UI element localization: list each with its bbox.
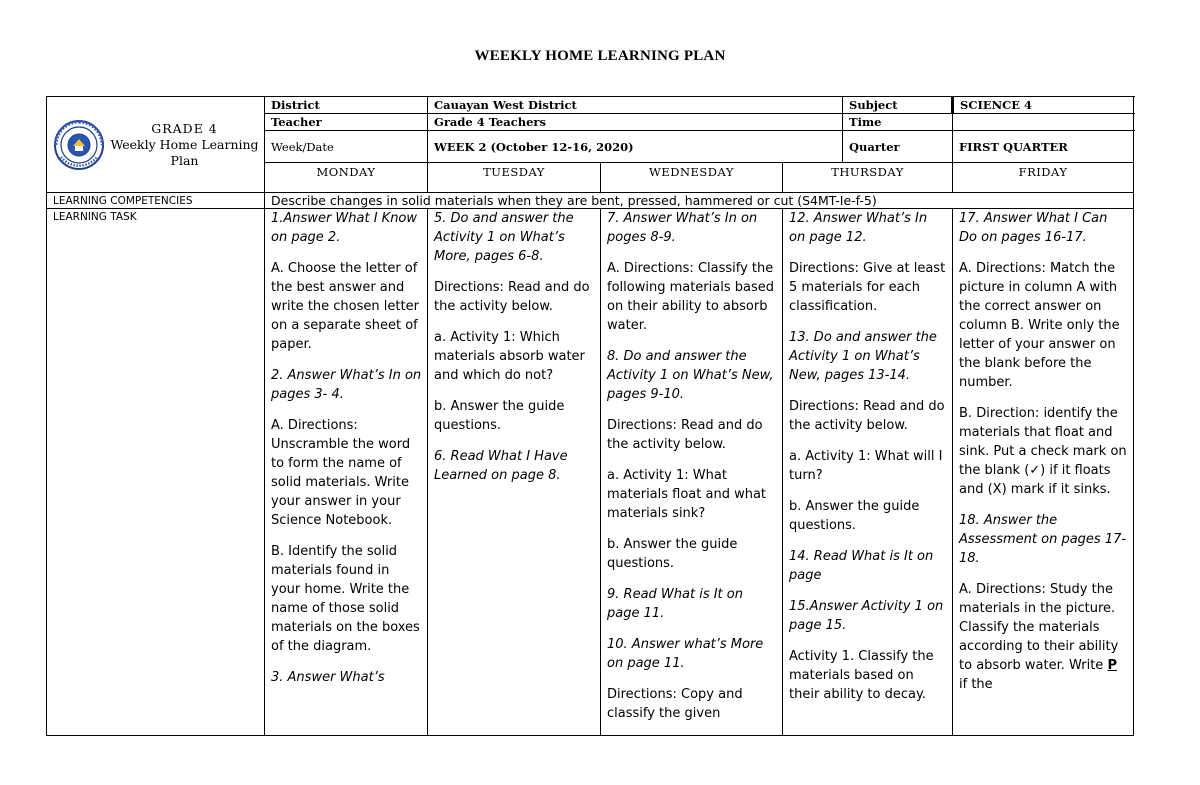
grade-label: GRADE 4 [151,120,218,136]
task-item: Directions: Give at least 5 materials for each classification. [789,261,946,314]
task-item: 3. Answer What’s [271,670,385,685]
task-item: b. Answer the guide questions. [434,399,565,433]
underlined-letter: P [1107,658,1117,673]
subject-label: Subject [843,97,953,114]
task-item: Directions: Read and do the activity below. [789,399,945,433]
task-item: 8. Do and answer the Activity 1 on What’s New, pages 9-10. [607,349,774,402]
task-item: 10. Answer what’s More on page 11. [607,637,764,671]
task-item: 5. Do and answer the Activity 1 on What’s More, pages 6-8. [434,211,574,264]
school-header-cell [47,97,265,193]
task-item: 6. Read What I Have Learned on page 8. [434,449,568,483]
deped-seal-icon [53,119,105,171]
task-text: if the [959,677,993,692]
wednesday-tasks [601,209,783,736]
task-item: A. Directions: Match the picture in column A with the correct answer on column B. Write only the letter of your answer on the blank before the number. [959,261,1120,390]
district-value: Cauayan West District [428,97,843,114]
task-item: b. Answer the guide questions. [607,537,738,571]
day-header-friday: FRIDAY [953,163,1134,193]
task-item: 14. Read What is It on page [789,549,934,583]
time-value [953,114,1134,131]
task-item [959,580,1128,694]
task-item: Directions: Copy and classify the given [607,687,743,721]
task-item: 2. Answer What’s In on pages 3- 4. [271,368,422,402]
district-label: District [265,97,428,114]
learning-plan-table [46,96,1134,736]
task-item: 15.Answer Activity 1 on page 15. [789,599,944,633]
competency-label: LEARNING COMPETENCIES [47,193,265,209]
task-item: a. Activity 1: Which materials absorb water and which do not? [434,330,585,383]
task-item: 9. Read What is It on page 11. [607,587,743,621]
week-value: WEEK 2 (October 12-16, 2020) [428,131,843,163]
page-title: WEEKLY HOME LEARNING PLAN [474,48,726,64]
teacher-value: Grade 4 Teachers [428,114,843,131]
task-text: A. Directions: Study the materials in the picture. Classify the materials according to their ability to absorb water. Write [959,582,1119,673]
task-item: Directions: Read and do the activity below. [434,280,590,314]
task-label: LEARNING TASK [47,209,265,736]
plan-label-line1: Weekly Home Learning [110,136,259,152]
day-header-tuesday: TUESDAY [428,163,601,193]
task-item: 7. Answer What’s In on poges 8-9. [607,211,758,245]
day-header-monday: MONDAY [265,163,428,193]
task-item: 12. Answer What’s In on page 12. [789,211,928,245]
task-item: a. Activity 1: What materials float and what materials sink? [607,468,767,521]
task-item: A. Choose the letter of the best answer and write the chosen letter on a separate sheet of paper. [271,261,419,352]
task-item: B. Direction: identify the materials that float and sink. Put a check mark on the blank (✓) if it floats and (X) mark if it sinks. [959,406,1127,497]
week-label: Week/Date [265,131,428,163]
quarter-value: FIRST QUARTER [953,131,1134,163]
task-item: 13. Do and answer the Activity 1 on What’s New, pages 13-14. [789,330,937,383]
teacher-label: Teacher [265,114,428,131]
task-item: 1.Answer What I Know on page 2. [271,211,418,245]
task-item: 18. Answer the Assessment on pages 17-18. [959,513,1127,566]
task-item: A. Directions: Unscramble the word to form the name of solid materials. Write your answer in your Science Notebook. [271,418,411,528]
monday-tasks [265,209,428,736]
task-item: 17. Answer What I Can Do on pages 16-17. [959,211,1108,245]
task-item: A. Directions: Classify the following materials based on their ability to absorb water. [607,261,774,333]
task-item: Directions: Read and do the activity below. [607,418,763,452]
task-item: B. Identify the solid materials found in your home. Write the name of those solid materials on the boxes of the diagram. [271,544,420,654]
subject-value: SCIENCE 4 [953,97,1134,114]
plan-label-line2: Plan [170,152,199,168]
friday-tasks [953,209,1134,736]
thursday-tasks [783,209,953,736]
day-header-thursday: THURSDAY [783,163,953,193]
time-label: Time [843,114,953,131]
task-item: Activity 1. Classify the materials based on their ability to decay. [789,649,934,702]
quarter-label: Quarter [843,131,953,163]
competency-text: Describe changes in solid materials when they are bent, pressed, hammered or cut (S4MT-Ie-f-5) [265,193,1134,209]
day-header-wednesday: WEDNESDAY [601,163,783,193]
task-item: b. Answer the guide questions. [789,499,920,533]
task-item: a. Activity 1: What will I turn? [789,449,943,483]
tuesday-tasks [428,209,601,736]
